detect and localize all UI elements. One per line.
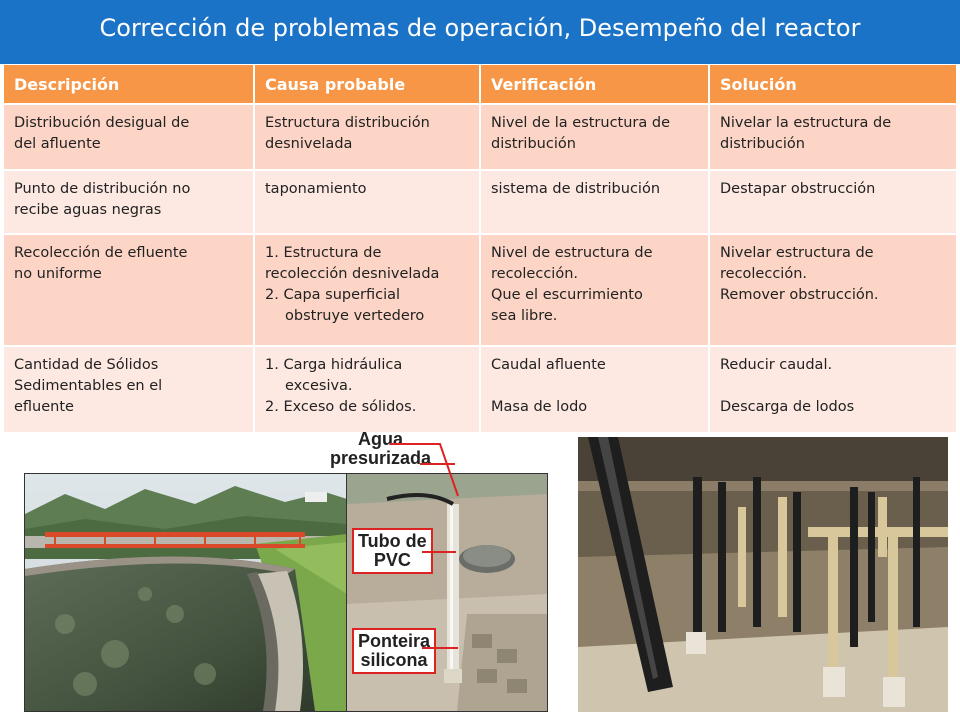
- label-agua: Agua: [358, 429, 404, 449]
- cell-causa: [254, 104, 480, 170]
- cell-descripcion: [4, 346, 254, 432]
- cell-line: Descarga de lodos: [720, 399, 855, 416]
- cell-verificacion: [480, 104, 709, 170]
- cell-line: Punto de distribución no: [14, 181, 191, 197]
- header-verificacion: Verificación: [480, 65, 709, 104]
- cell-line: [720, 376, 946, 397]
- cell-line: excesiva.: [285, 378, 353, 395]
- cell-line: recolección desnivelada: [265, 266, 440, 283]
- cell-line: Remover obstrucción.: [720, 287, 879, 304]
- cell-line: 2. Exceso de sólidos.: [265, 399, 417, 416]
- cell-line: recolección.: [720, 266, 807, 283]
- cell-line: taponamiento: [265, 181, 367, 197]
- label-tubo: Tubo de: [358, 531, 427, 551]
- cell-line: 2. Capa superficial: [265, 287, 401, 304]
- callout-leaders-tubo-ponteira: [420, 540, 480, 660]
- page-title: Corrección de problemas de operación, Desempeño del reactor: [99, 14, 861, 42]
- cell-line: Cantidad de Sólidos: [14, 357, 159, 373]
- cell-solucion: [709, 170, 957, 234]
- cell-descripcion: [4, 234, 254, 346]
- cell-verificacion: [480, 170, 709, 234]
- cell-line: Nivelar estructura de: [720, 245, 874, 261]
- cell-line: distribución: [491, 136, 576, 153]
- cell-line: 1. Carga hidráulica: [265, 357, 403, 373]
- cell-line: Nivelar la estructura de: [720, 115, 892, 131]
- cell-line: Estructura distribución: [265, 115, 430, 131]
- cell-causa: [254, 234, 480, 346]
- table-header-row: [4, 65, 957, 104]
- cell-line: Caudal afluente: [491, 357, 606, 373]
- reactor-pipes-image: [578, 437, 948, 712]
- cell-line: Sedimentables en el: [14, 378, 163, 395]
- cell-line: Distribución desigual de: [14, 115, 190, 131]
- cell-causa: [254, 346, 480, 432]
- label-presurizada: presurizada: [330, 447, 432, 468]
- cell-line: sistema de distribución: [491, 181, 661, 197]
- cell-solucion: [709, 234, 957, 346]
- cell-verificacion: [480, 234, 709, 346]
- header-causa-probable: Causa probable: [254, 65, 480, 104]
- cell-line: recibe aguas negras: [14, 202, 162, 219]
- cell-line: Reducir caudal.: [720, 357, 833, 373]
- cell-line: no uniforme: [14, 266, 102, 283]
- cell-line: Nivel de estructura de: [491, 245, 653, 261]
- cell-line: obstruye vertedero: [285, 308, 425, 325]
- cell-solucion: [709, 104, 957, 170]
- cell-solucion: [709, 346, 957, 432]
- table-row: [4, 170, 957, 234]
- cell-line: desnivelada: [265, 136, 353, 153]
- label-silicona: silicona: [360, 649, 428, 670]
- header-solucion: Solución: [709, 65, 957, 104]
- cell-line: sea libre.: [491, 308, 558, 325]
- table-row: [4, 346, 957, 432]
- cell-line: Recolección de efluente: [14, 245, 188, 261]
- cell-line: del afluente: [14, 136, 101, 153]
- cell-line: Nivel de la estructura de: [491, 115, 671, 131]
- label-pvc: PVC: [373, 549, 411, 570]
- troubleshooting-table: [4, 65, 958, 432]
- cell-line: 1. Estructura de: [265, 245, 382, 261]
- reactor-pipes-photo: [578, 437, 948, 712]
- settling-tank-image: [25, 474, 347, 711]
- cell-line: efluente: [14, 399, 74, 416]
- cell-line: Masa de lodo: [491, 399, 588, 416]
- table-row: [4, 104, 957, 170]
- title-bar: [0, 0, 960, 64]
- header-descripcion: Descripción: [4, 65, 254, 104]
- cell-descripcion: [4, 170, 254, 234]
- cell-line: recolección.: [491, 266, 578, 283]
- label-ponteira: Ponteira: [358, 631, 431, 651]
- cell-line: [491, 376, 698, 397]
- cell-causa: [254, 170, 480, 234]
- table-row: [4, 234, 957, 346]
- cell-line: Destapar obstrucción: [720, 181, 876, 197]
- cell-line: distribución: [720, 136, 805, 153]
- callout-leader-agua: [330, 440, 470, 500]
- cell-verificacion: [480, 346, 709, 432]
- cell-line: Que el escurrimiento: [491, 287, 643, 304]
- settling-tank-photo: [24, 473, 348, 712]
- cell-descripcion: [4, 104, 254, 170]
